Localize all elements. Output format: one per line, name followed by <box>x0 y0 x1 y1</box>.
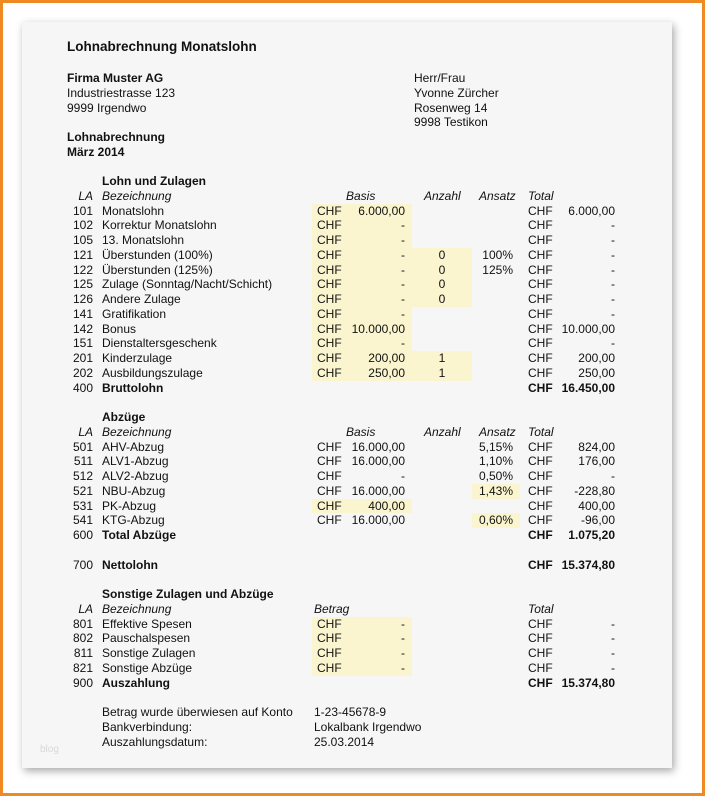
total-value: - <box>611 336 615 351</box>
total-value: -228,80 <box>574 483 615 498</box>
table-row <box>0 499 705 514</box>
basis-currency: CHF <box>317 218 342 233</box>
la-code: 821 <box>72 660 93 675</box>
total-currency: CHF <box>528 203 553 218</box>
total-currency: CHF <box>528 616 553 631</box>
basis-currency: CHF <box>317 454 342 469</box>
total-value: - <box>611 469 615 483</box>
la-code: 811 <box>73 646 93 660</box>
total-currency: CHF <box>528 660 553 675</box>
basis-value: - <box>401 616 405 631</box>
bank-label: Auszahlungsdatum: <box>102 734 208 749</box>
table-row <box>0 263 705 278</box>
total-value: 200,00 <box>578 351 615 365</box>
basis-value: - <box>401 336 405 351</box>
watermark: blog <box>40 744 59 755</box>
table-row <box>0 631 705 646</box>
ansatz-value: 0,50% <box>478 469 513 483</box>
total-currency: CHF <box>528 483 553 498</box>
total-currency: CHF <box>528 336 553 351</box>
bank-label: Bankverbindung: <box>102 719 193 734</box>
page-title: Lohnabrechnung Monatslohn <box>67 39 257 54</box>
total-currency: CHF <box>528 498 553 513</box>
bank-info-row <box>0 735 705 750</box>
employer-city: 9999 Irgendwo <box>67 100 147 115</box>
la-code: 541 <box>72 513 93 528</box>
table-row <box>0 454 705 469</box>
ansatz-value: 100% <box>482 247 513 262</box>
spacer <box>0 572 705 587</box>
employee-salutation: Herr/Frau <box>414 71 466 85</box>
anzahl-value: 0 <box>438 292 446 306</box>
table-row <box>0 292 705 307</box>
total-value: 15.374,80 <box>561 557 615 572</box>
total-currency: CHF <box>528 469 553 483</box>
total-value: 400,00 <box>578 498 615 513</box>
la-code: 151 <box>72 336 93 351</box>
basis-value: 10.000,00 <box>351 321 405 336</box>
description: NBU-Abzug <box>102 483 166 498</box>
basis-currency: CHF <box>317 498 342 513</box>
basis-value: - <box>401 292 405 306</box>
total-currency: CHF <box>528 292 553 306</box>
total-currency: CHF <box>528 646 553 660</box>
description: Sonstige Zulagen <box>102 646 196 660</box>
basis-value: 16.000,00 <box>351 483 405 498</box>
description: ALV2-Abzug <box>102 469 169 483</box>
table-row <box>0 322 705 337</box>
la-code: 531 <box>72 498 93 513</box>
bank-info-row <box>0 705 705 720</box>
total-value: - <box>611 660 615 675</box>
basis-currency: CHF <box>317 292 342 306</box>
la-code: 201 <box>72 351 93 365</box>
total-currency: CHF <box>528 439 553 454</box>
total-currency: CHF <box>528 351 553 365</box>
col-la: LA <box>78 424 93 439</box>
anzahl-value: 0 <box>438 262 446 277</box>
bruttolohn-row <box>0 381 705 396</box>
description: KTG-Abzug <box>102 513 165 528</box>
ansatz-value: 1,10% <box>478 454 513 469</box>
section-title: Abzüge <box>102 410 146 424</box>
total-value: - <box>611 262 615 277</box>
la-code: 142 <box>72 321 93 336</box>
basis-value: - <box>401 233 405 247</box>
description: Korrektur Monatslohn <box>102 218 217 233</box>
total-label: Nettolohn <box>102 557 158 572</box>
spacer <box>0 543 705 558</box>
total-label: Bruttolohn <box>102 380 164 395</box>
total-currency: CHF <box>528 218 553 233</box>
col-total: Total <box>528 188 554 203</box>
la-code: 105 <box>72 233 93 247</box>
bank-value: Lokalbank Irgendwo <box>314 719 422 734</box>
basis-currency: CHF <box>317 203 342 218</box>
employer-street: Industriestrasse 123 <box>67 85 176 100</box>
basis-value: 6.000,00 <box>358 203 405 218</box>
anzahl-value: 1 <box>438 351 446 365</box>
ansatz-value: 125% <box>482 262 513 277</box>
description: Dienstaltersgeschenk <box>102 336 217 351</box>
la-code: 126 <box>72 292 93 306</box>
total-value: -96,00 <box>580 513 615 528</box>
total-currency: CHF <box>528 557 553 572</box>
total-currency: CHF <box>528 454 553 469</box>
col-ansatz: Ansatz <box>479 188 516 203</box>
basis-value: - <box>401 218 405 233</box>
anzahl-value: 0 <box>438 247 446 262</box>
col-anzahl: Anzahl <box>424 188 461 203</box>
table-row <box>0 366 705 381</box>
basis-currency: CHF <box>317 660 342 675</box>
ansatz-value: 5,15% <box>478 439 513 454</box>
section-title: Lohn und Zulagen <box>102 174 206 188</box>
basis-value: 16.000,00 <box>351 513 405 528</box>
table-row <box>0 233 705 248</box>
basis-currency: CHF <box>317 351 342 365</box>
col-bezeichnung: Bezeichnung <box>102 188 172 203</box>
col-bezeichnung: Bezeichnung <box>102 424 172 439</box>
employee-address <box>414 71 499 130</box>
total-currency: CHF <box>528 675 553 690</box>
basis-currency: CHF <box>317 262 342 277</box>
total-value: 176,00 <box>578 454 615 469</box>
total-value: 16.450,00 <box>561 380 615 395</box>
table-row <box>0 277 705 292</box>
description: Kinderzulage <box>102 351 173 365</box>
total-currency: CHF <box>528 365 553 380</box>
la-code: 801 <box>72 616 93 631</box>
basis-value: - <box>401 660 405 675</box>
total-value: 6.000,00 <box>568 203 615 218</box>
description: Pauschalspesen <box>102 631 191 646</box>
description: AHV-Abzug <box>102 439 165 454</box>
table-row <box>0 204 705 219</box>
basis-currency: CHF <box>317 469 342 483</box>
employee-street: Rosenweg 14 <box>414 100 488 115</box>
col-betrag: Betrag <box>314 601 350 616</box>
table-row <box>0 307 705 322</box>
la-code: 802 <box>72 631 93 646</box>
description: Überstunden (125%) <box>102 262 213 277</box>
description: PK-Abzug <box>102 498 157 513</box>
table-row <box>0 469 705 484</box>
total-currency: CHF <box>528 513 553 528</box>
bank-info-row <box>0 720 705 735</box>
basis-currency: CHF <box>317 483 342 498</box>
column-header <box>0 425 705 440</box>
basis-currency: CHF <box>317 616 342 631</box>
la-code: 700 <box>72 557 93 572</box>
description: Ausbildungszulage <box>102 365 203 380</box>
basis-currency: CHF <box>317 646 342 660</box>
employer-name: Firma Muster AG <box>67 71 164 85</box>
table-row <box>0 351 705 366</box>
la-code: 512 <box>72 469 93 483</box>
basis-currency: CHF <box>317 336 342 351</box>
table-row <box>0 484 705 499</box>
basis-currency: CHF <box>317 439 342 454</box>
la-code: 400 <box>72 380 93 395</box>
payslip-table <box>0 174 705 749</box>
basis-value: - <box>401 306 405 321</box>
section-heading <box>0 174 705 189</box>
total-value: 1.075,20 <box>568 528 615 542</box>
la-code: 141 <box>72 306 93 321</box>
total-value: 15.374,80 <box>561 675 615 690</box>
basis-currency: CHF <box>317 321 342 336</box>
table-row <box>0 218 705 233</box>
total-value: - <box>611 277 615 292</box>
la-code: 511 <box>73 454 93 469</box>
total-currency: CHF <box>528 321 553 336</box>
la-code: 101 <box>72 203 93 218</box>
total-currency: CHF <box>528 277 553 292</box>
col-basis: Basis <box>346 188 376 203</box>
col-total: Total <box>528 601 554 616</box>
total-currency: CHF <box>528 233 553 247</box>
section-title: Sonstige Zulagen und Abzüge <box>102 587 274 601</box>
basis-value: - <box>401 277 405 292</box>
nettolohn-row <box>0 558 705 573</box>
description: Gratifikation <box>102 306 167 321</box>
description: 13. Monatslohn <box>102 233 185 247</box>
la-code: 202 <box>72 365 93 380</box>
la-code: 125 <box>72 277 93 292</box>
la-code: 521 <box>72 483 93 498</box>
total-label: Total Abzüge <box>102 528 176 542</box>
bank-value: 25.03.2014 <box>314 734 375 749</box>
col-la: LA <box>78 601 93 616</box>
la-code: 900 <box>72 675 93 690</box>
total-value: - <box>611 306 615 321</box>
employee-city: 9998 Testikon <box>414 115 488 130</box>
col-total: Total <box>528 424 554 439</box>
ansatz-value: 0,60% <box>478 513 513 528</box>
spacer <box>0 690 705 705</box>
total-value: 824,00 <box>578 439 615 454</box>
basis-value: 250,00 <box>368 365 405 380</box>
total-currency: CHF <box>528 306 553 321</box>
basis-currency: CHF <box>317 513 342 528</box>
total-value: 10.000,00 <box>561 321 615 336</box>
description: ALV1-Abzug <box>102 454 169 469</box>
basis-value: 16.000,00 <box>351 454 405 469</box>
description: Effektive Spesen <box>102 616 192 631</box>
description: Monatslohn <box>102 203 165 218</box>
basis-value: 400,00 <box>368 498 405 513</box>
ansatz-value: 1,43% <box>478 483 513 498</box>
anzahl-value: 0 <box>438 277 446 292</box>
total-currency: CHF <box>528 528 553 542</box>
la-code: 102 <box>72 218 93 233</box>
section-heading <box>0 410 705 425</box>
la-code: 501 <box>72 439 93 454</box>
bank-value: 1-23-45678-9 <box>314 705 387 719</box>
basis-currency: CHF <box>317 233 342 247</box>
table-row <box>0 440 705 455</box>
column-header <box>0 189 705 204</box>
period: März 2014 <box>67 144 125 159</box>
basis-value: - <box>401 247 405 262</box>
table-row <box>0 248 705 263</box>
table-row <box>0 336 705 351</box>
basis-value: - <box>401 262 405 277</box>
basis-value: - <box>401 646 405 660</box>
spacer <box>0 395 705 410</box>
col-anzahl: Anzahl <box>424 424 461 439</box>
description: Bonus <box>102 321 137 336</box>
basis-currency: CHF <box>317 247 342 262</box>
total-currency: CHF <box>528 247 553 262</box>
basis-currency: CHF <box>317 365 342 380</box>
la-code: 600 <box>72 528 93 542</box>
total-value: 250,00 <box>578 365 615 380</box>
description: Sonstige Abzüge <box>102 660 193 675</box>
total-value: - <box>611 631 615 646</box>
description: Andere Zulage <box>102 292 181 306</box>
total-currency: CHF <box>528 631 553 646</box>
total-label: Auszahlung <box>102 675 170 690</box>
basis-value: 16.000,00 <box>351 439 405 454</box>
column-header <box>0 602 705 617</box>
table-row <box>0 661 705 676</box>
bank-label: Betrag wurde überwiesen auf Konto <box>102 705 293 719</box>
col-basis: Basis <box>346 424 376 439</box>
total-currency: CHF <box>528 262 553 277</box>
total-value: - <box>611 646 615 660</box>
basis-value: 200,00 <box>368 351 405 365</box>
col-la: LA <box>78 188 93 203</box>
auszahlung-row <box>0 676 705 691</box>
table-row <box>0 646 705 661</box>
basis-currency: CHF <box>317 277 342 292</box>
employer-address <box>67 71 175 160</box>
basis-currency: CHF <box>317 306 342 321</box>
total-value: - <box>611 233 615 247</box>
total-value: - <box>611 616 615 631</box>
employee-name: Yvonne Zürcher <box>414 85 499 100</box>
total-abzuege-row <box>0 528 705 543</box>
total-currency: CHF <box>528 380 553 395</box>
basis-value: - <box>401 631 405 646</box>
table-row <box>0 513 705 528</box>
col-bezeichnung: Bezeichnung <box>102 601 172 616</box>
col-ansatz: Ansatz <box>479 424 516 439</box>
table-row <box>0 617 705 632</box>
basis-currency: CHF <box>317 631 342 646</box>
description: Zulage (Sonntag/Nacht/Schicht) <box>102 277 273 292</box>
anzahl-value: 1 <box>438 365 446 380</box>
description: Überstunden (100%) <box>102 247 213 262</box>
section-heading <box>0 587 705 602</box>
la-code: 121 <box>72 247 93 262</box>
la-code: 122 <box>72 262 93 277</box>
total-value: - <box>611 247 615 262</box>
basis-value: - <box>401 469 405 483</box>
total-value: - <box>611 292 615 306</box>
total-value: - <box>611 218 615 233</box>
document-type: Lohnabrechnung <box>67 130 165 144</box>
